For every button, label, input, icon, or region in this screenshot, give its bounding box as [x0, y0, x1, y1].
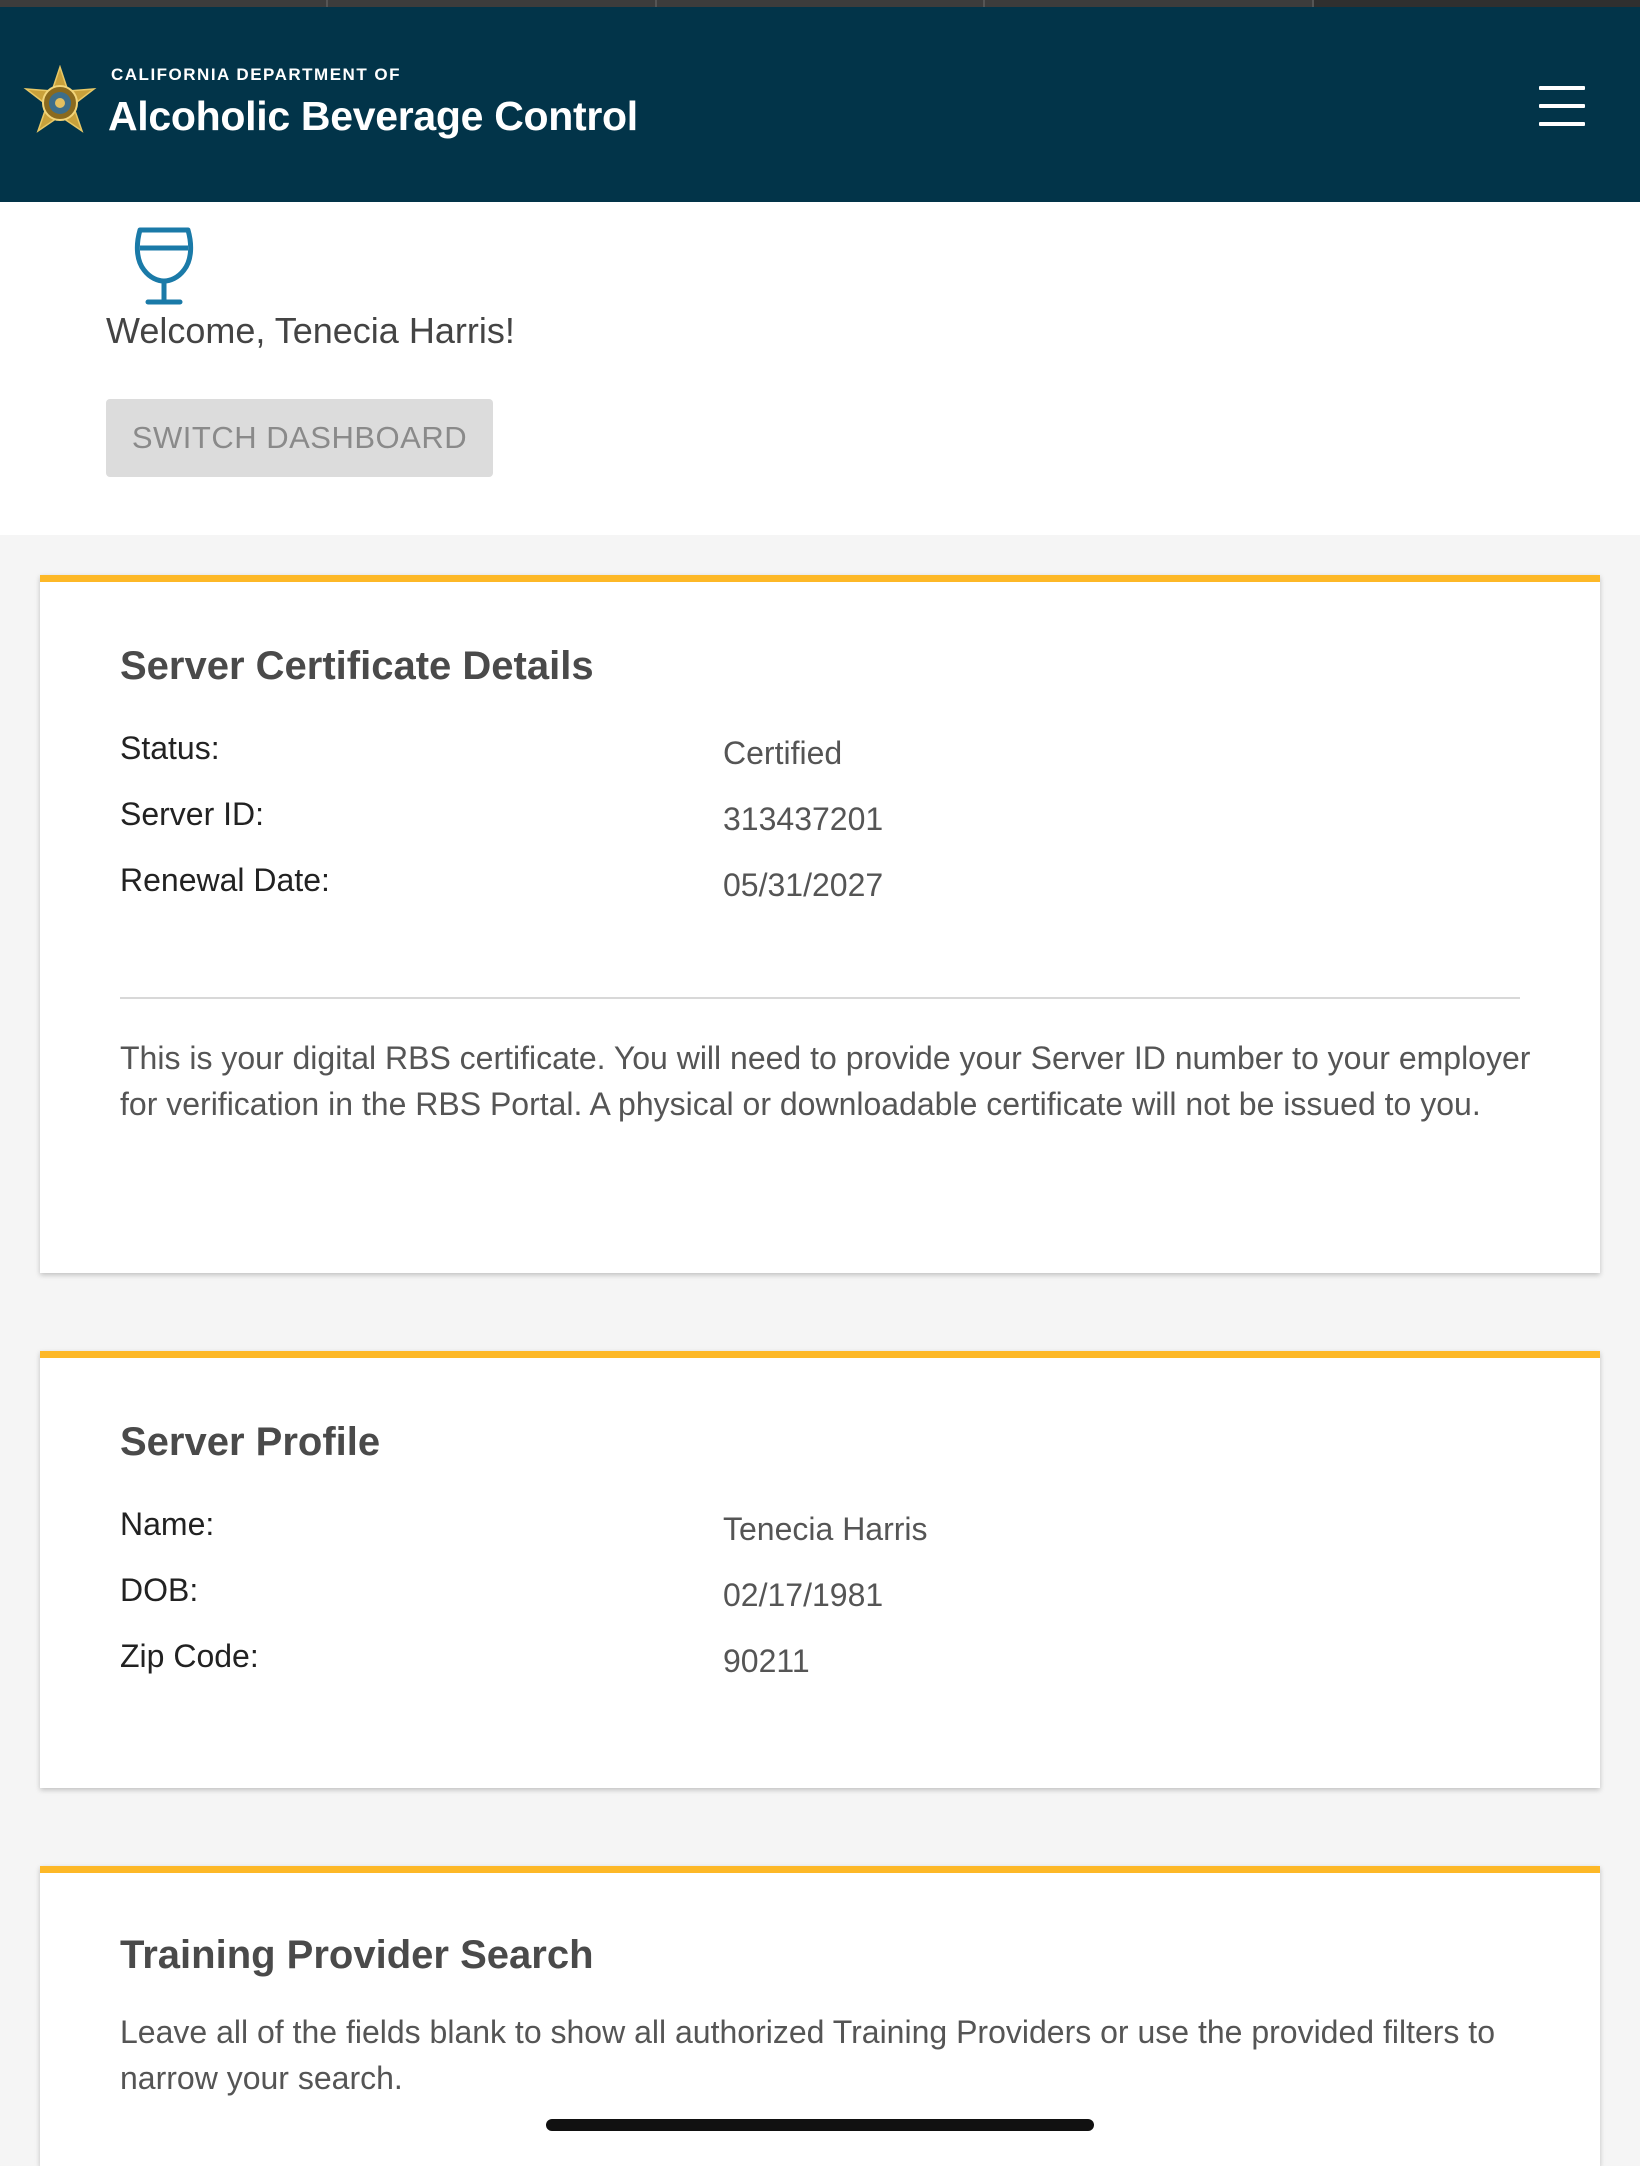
- search-card-title: Training Provider Search: [120, 1933, 594, 1977]
- home-indicator-bar[interactable]: [546, 2119, 1094, 2131]
- certificate-card-title: Server Certificate Details: [120, 644, 594, 688]
- tab-segment: [328, 0, 656, 7]
- server-certificate-card: [40, 575, 1600, 1273]
- section-divider: [120, 997, 1520, 999]
- tab-segment: [1314, 0, 1640, 7]
- tab-segment: [0, 0, 328, 7]
- name-value: Tenecia Harris: [723, 1511, 928, 1547]
- server-id-value: 313437201: [723, 801, 884, 837]
- tab-segment: [657, 0, 985, 7]
- site-header: [0, 7, 1640, 202]
- hamburger-menu-icon[interactable]: [1534, 82, 1590, 130]
- welcome-section: [0, 202, 1640, 535]
- tab-segment: [985, 0, 1313, 7]
- dob-value: 02/17/1981: [723, 1577, 884, 1613]
- renewal-date-value: 05/31/2027: [723, 867, 884, 903]
- zip-code-label: Zip Code:: [120, 1638, 259, 1674]
- server-profile-card: [40, 1351, 1600, 1788]
- status-value: Certified: [723, 735, 843, 771]
- name-label: Name:: [120, 1506, 215, 1542]
- status-label: Status:: [120, 730, 220, 766]
- welcome-message: Welcome, Tenecia Harris!: [106, 310, 515, 351]
- switch-dashboard-button[interactable]: SWITCH DASHBOARD: [106, 399, 493, 477]
- agency-title[interactable]: Alcoholic Beverage Control: [108, 93, 638, 139]
- server-id-label: Server ID:: [120, 796, 265, 832]
- department-label: CALIFORNIA DEPARTMENT OF: [111, 65, 402, 84]
- profile-card-title: Server Profile: [120, 1420, 381, 1464]
- browser-tab-strip: [0, 0, 1640, 7]
- dob-label: DOB:: [120, 1572, 199, 1608]
- certificate-note: This is your digital RBS certificate. You will need to provide your Server ID number to your employer for verification in the RBS Portal. A physical or downloadable certificate will not be issued to you.: [120, 1040, 1531, 1122]
- california-seal-star-icon: [22, 65, 98, 141]
- renewal-date-label: Renewal Date:: [120, 862, 330, 898]
- zip-code-value: 90211: [723, 1643, 810, 1679]
- search-description: Leave all of the fields blank to show all authorized Training Providers or use the provided filters to narrow your search.: [120, 2014, 1495, 2096]
- wine-glass-icon: [130, 224, 198, 308]
